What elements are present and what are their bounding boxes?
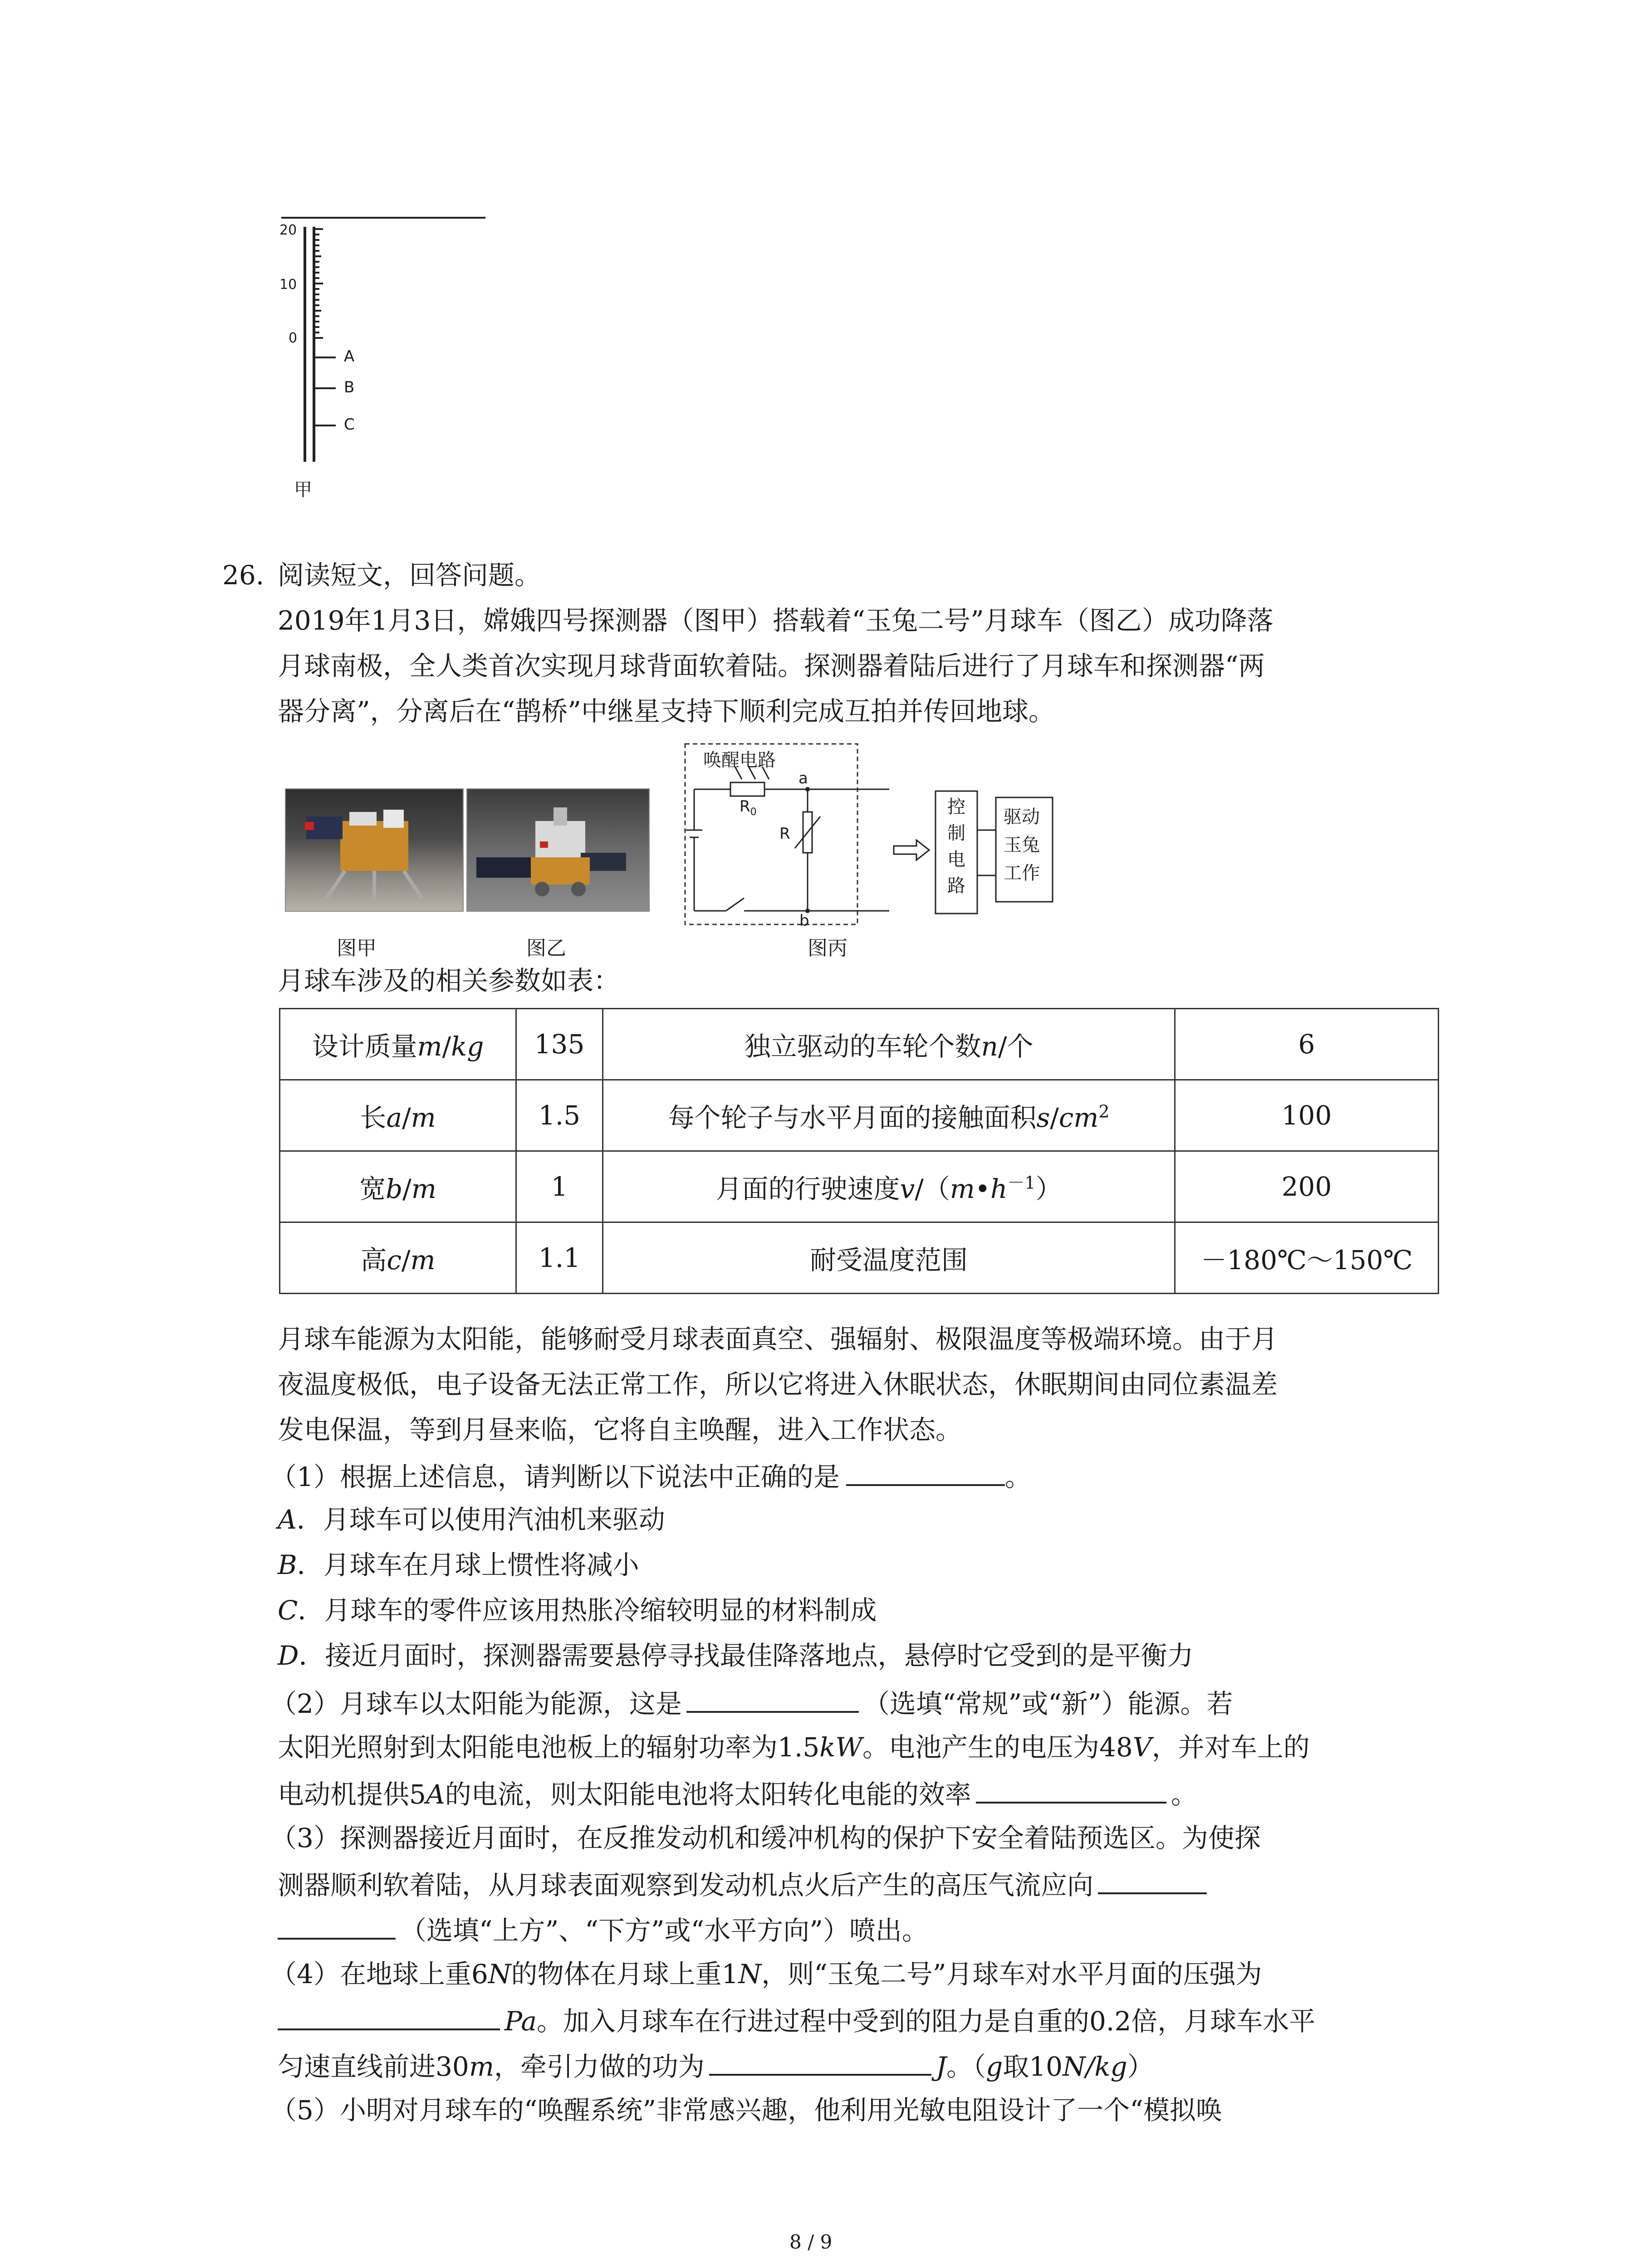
- q4-blank-work[interactable]: [709, 2047, 931, 2076]
- wheel-count-unit: /个: [998, 1031, 1034, 1062]
- q2-unit-a: A: [426, 1779, 445, 1810]
- speed-unit-m: m: [950, 1173, 975, 1204]
- q3-text-3: （选填“上方”、“下方”或“水平方向”）喷出。: [400, 1915, 928, 1946]
- option-text: ．月球车的零件应该用热胀冷缩较明显的材料制成: [298, 1595, 877, 1626]
- length-slash: /: [402, 1102, 411, 1133]
- drive-line-1: 驱动: [1004, 807, 1040, 827]
- contact-area-slash: /: [1050, 1102, 1059, 1133]
- q4-unit-pa: Pa: [505, 2006, 537, 2037]
- speed-close: ）: [1035, 1173, 1062, 1204]
- height-unit: m: [410, 1245, 436, 1276]
- q2-line-3: [278, 1774, 1197, 1813]
- speed-open: /（: [915, 1173, 950, 1204]
- speed-dot: •: [975, 1173, 990, 1204]
- drive-line-3: 工作: [1004, 863, 1040, 884]
- q2-text-1a: （2）月球车以太阳能为能源，这是: [270, 1688, 682, 1719]
- photo-chang-e-4-lander: [285, 788, 464, 912]
- q1-stem-line: [270, 1457, 1031, 1495]
- thermometer-figure: [272, 213, 499, 503]
- q1-end: 。: [1004, 1461, 1031, 1492]
- intro-line-2: 月球南极，全人类首次实现月球背面软着陆。探测器着陆后进行了月球车和探测器“两: [278, 650, 1265, 681]
- q3-blank-direction-part2[interactable]: [278, 1911, 396, 1940]
- contact-area-symbol: s: [1036, 1102, 1050, 1133]
- para-line-1: 月球车能源为太阳能，能够耐受月球表面真空、强辐射、极限温度等极端环境。由于月: [278, 1324, 1278, 1354]
- q2-text-3b: 的电流，则太阳能电池将太阳转化电能的效率: [445, 1779, 971, 1810]
- table-row: [280, 1151, 1439, 1222]
- table-cell: 100: [1175, 1080, 1439, 1151]
- width-unit: m: [411, 1173, 436, 1204]
- q4-unit-n1: N: [488, 1959, 511, 1989]
- q1-option-d: [278, 1637, 1194, 1674]
- q1-stem: （1）根据上述信息，请判断以下说法中正确的是: [270, 1461, 840, 1492]
- q4-unit-nkg: N/kg: [1063, 2051, 1127, 2082]
- node-a-label: a: [798, 769, 808, 787]
- control-char-3: 电: [947, 849, 965, 870]
- table-cell: 耐受温度范围: [603, 1222, 1175, 1294]
- q3-line-1: （3）探测器接近月面时，在反推发动机和缓冲机构的保护下安全着陆预选区。为使探: [270, 1823, 1261, 1853]
- wake-circuit-label: 唤醒电路: [703, 750, 776, 771]
- caption-fig-jia: 图甲: [337, 937, 377, 960]
- table-row: [280, 1222, 1439, 1294]
- q2-unit-v: V: [1132, 1732, 1152, 1763]
- q2-text-3a: 电动机提供5: [278, 1779, 426, 1810]
- q4-text-3d: 取10: [1003, 2051, 1063, 2082]
- r-label: R: [779, 825, 790, 843]
- option-letter: C: [278, 1595, 298, 1626]
- table-cell: [603, 1009, 1175, 1080]
- q3-blank-direction-part1[interactable]: [1098, 1865, 1207, 1894]
- q4-symbol-g: g: [986, 2051, 1003, 2082]
- wheel-count-symbol: n: [981, 1031, 998, 1062]
- q2-text-1b: （选填“常规”或“新”）能源。若: [863, 1688, 1233, 1719]
- table-cell: [280, 1151, 516, 1222]
- q5-line-1: （5）小明对月球车的“唤醒系统”非常感兴趣，他利用光敏电阻设计了一个“模拟唤: [270, 2095, 1222, 2126]
- q4-line-1: [270, 1956, 1262, 1992]
- speed-label: 月面的行驶速度: [715, 1173, 900, 1204]
- parameter-table: [279, 1008, 1439, 1294]
- length-symbol: a: [386, 1102, 402, 1133]
- table-cell: 6: [1175, 1009, 1439, 1080]
- q3-line-3: [278, 1911, 928, 1949]
- height-label: 高: [360, 1245, 387, 1276]
- node-b-label: b: [799, 912, 809, 930]
- width-slash: /: [402, 1173, 411, 1204]
- q4-text-1b: 的物体在月球上重1: [511, 1959, 739, 1989]
- option-text: ．月球车在月球上惯性将减小: [297, 1549, 639, 1580]
- q4-line-2: [278, 2001, 1315, 2039]
- drive-line-2: 玉兔: [1004, 835, 1040, 855]
- r0-label: [740, 797, 757, 818]
- q4-unit-j: J: [936, 2051, 947, 2082]
- q1-option-a: [278, 1501, 665, 1538]
- q4-text-3e: ）: [1127, 2051, 1154, 2082]
- scale-label-10: 10: [279, 277, 297, 293]
- table-cell: [280, 1009, 516, 1080]
- option-letter: B: [278, 1549, 297, 1580]
- marker-b-label: B: [344, 378, 355, 396]
- table-cell: 1.1: [516, 1222, 603, 1294]
- option-letter: A: [278, 1504, 297, 1535]
- control-char-4: 路: [947, 875, 965, 896]
- option-text: ．月球车可以使用汽油机来驱动: [296, 1504, 665, 1535]
- table-cell: 135: [516, 1009, 603, 1080]
- table-row: [280, 1009, 1439, 1080]
- contact-area-exp: 2: [1098, 1101, 1110, 1122]
- page-number: 8 / 9: [789, 2231, 833, 2253]
- q4-text-3b: ，牵引力做的功为: [494, 2051, 705, 2082]
- q2-unit-kw: kW: [819, 1732, 863, 1763]
- q1-option-c: [278, 1592, 877, 1628]
- q2-blank-efficiency[interactable]: [976, 1774, 1166, 1804]
- caption-fig-yi: 图乙: [526, 937, 566, 960]
- length-label: 长: [360, 1102, 387, 1133]
- table-cell: 1.5: [516, 1080, 603, 1151]
- para-line-2: 夜温度极低，电子设备无法正常工作，所以它将进入休眠状态，休眠期间由同位素温差: [278, 1369, 1278, 1400]
- thermometer-drawing: [272, 213, 499, 503]
- contact-area-unit: cm: [1058, 1102, 1099, 1133]
- table-row: [280, 1080, 1439, 1151]
- mass-symbol: m: [417, 1031, 442, 1062]
- intro-line-3: 器分离”，分离后在“鹊桥”中继星支持下顺利完成互拍并传回地球。: [278, 696, 1055, 727]
- q1-answer-blank[interactable]: [846, 1457, 1005, 1486]
- speed-unit-h: h: [990, 1173, 1008, 1204]
- control-circuit-label: [947, 794, 965, 899]
- q2-blank-energy-type[interactable]: [686, 1684, 859, 1713]
- q2-text-2a: 太阳光照射到太阳能电池板上的辐射功率为1.5: [278, 1732, 820, 1763]
- r0-subscript: 0: [750, 806, 757, 818]
- marker-a-label: A: [344, 347, 355, 366]
- option-letter: D: [278, 1640, 299, 1671]
- q2-text-2c: ，并对车上的: [1151, 1732, 1310, 1763]
- question-prompt: 阅读短文，回答问题。: [278, 560, 541, 591]
- mass-unit: kg: [451, 1031, 484, 1062]
- thermometer-caption: 甲: [294, 479, 312, 500]
- width-symbol: b: [386, 1173, 403, 1204]
- scale-label-20: 20: [279, 222, 297, 238]
- control-char-1: 控: [947, 797, 965, 817]
- marker-c-label: C: [344, 415, 355, 434]
- width-label: 宽: [359, 1173, 386, 1204]
- intro-line-1: 2019年1月3日，嫦娥四号探测器（图甲）搭载着“玉兔二号”月球车（图乙）成功降落: [278, 605, 1274, 636]
- q2-text-2b: 。电池产生的电压为48: [862, 1732, 1133, 1763]
- q2-line-2: [278, 1729, 1310, 1765]
- table-cell: 200: [1175, 1151, 1439, 1222]
- speed-symbol: v: [900, 1173, 915, 1204]
- wheel-count-label: 独立驱动的车轮个数: [744, 1031, 981, 1062]
- table-cell: [280, 1222, 516, 1294]
- q4-text-3a: 匀速直线前进30: [278, 2051, 469, 2082]
- contact-area-label: 每个轮子与水平月面的接触面积: [668, 1102, 1037, 1133]
- q4-text-1c: ，则“玉兔二号”月球车对水平月面的压强为: [761, 1959, 1262, 1989]
- q4-text-1a: （4）在地球上重6: [270, 1959, 488, 1989]
- q4-line-3: [278, 2047, 1154, 2085]
- para-line-3: 发电保温，等到月昼来临，它将自主唤醒，进入工作状态。: [278, 1414, 962, 1445]
- table-cell: [603, 1151, 1175, 1222]
- length-unit: m: [411, 1102, 436, 1133]
- q2-line-1: [270, 1684, 1233, 1722]
- q4-unit-n2: N: [738, 1959, 762, 1989]
- height-slash: /: [401, 1245, 411, 1276]
- r0-letter: R: [740, 797, 750, 816]
- table-cell: [603, 1080, 1175, 1151]
- q3-line-2: [278, 1865, 1207, 1903]
- scale-label-0: 0: [289, 330, 298, 346]
- speed-exp: －1: [1007, 1173, 1036, 1193]
- table-cell: [280, 1080, 516, 1151]
- circuit-diagram: [676, 739, 1066, 930]
- option-text: ．接近月面时，探测器需要悬停寻找最佳降落地点，悬停时它受到的是平衡力: [299, 1640, 1194, 1671]
- q3-text-2: 测器顺利软着陆，从月球表面观察到发动机点火后产生的高压气流应向: [278, 1870, 1094, 1901]
- height-symbol: c: [387, 1245, 402, 1276]
- q4-text-3c: 。（: [946, 2051, 986, 2082]
- mass-label: 设计质量: [312, 1031, 417, 1062]
- photo-yutu-2-rover: [466, 788, 650, 912]
- caption-fig-bing: 图丙: [808, 937, 847, 960]
- q2-text-3c: 。: [1171, 1779, 1197, 1810]
- q4-blank-pressure[interactable]: [278, 2001, 500, 2030]
- table-intro: 月球车涉及的相关参数如表：: [278, 965, 620, 996]
- drive-yutu-label: [1004, 803, 1040, 887]
- question-number: 26.: [222, 560, 265, 591]
- table-cell: 1: [516, 1151, 603, 1222]
- mass-slash: /: [442, 1031, 451, 1062]
- q4-text-2a: 。加入月球车在行进过程中受到的阻力是自重的0.2倍，月球车水平: [537, 2006, 1316, 2037]
- q1-option-b: [278, 1547, 639, 1583]
- table-cell: －180℃～150℃: [1175, 1222, 1439, 1294]
- control-char-2: 制: [947, 823, 965, 844]
- q4-unit-m: m: [469, 2051, 494, 2082]
